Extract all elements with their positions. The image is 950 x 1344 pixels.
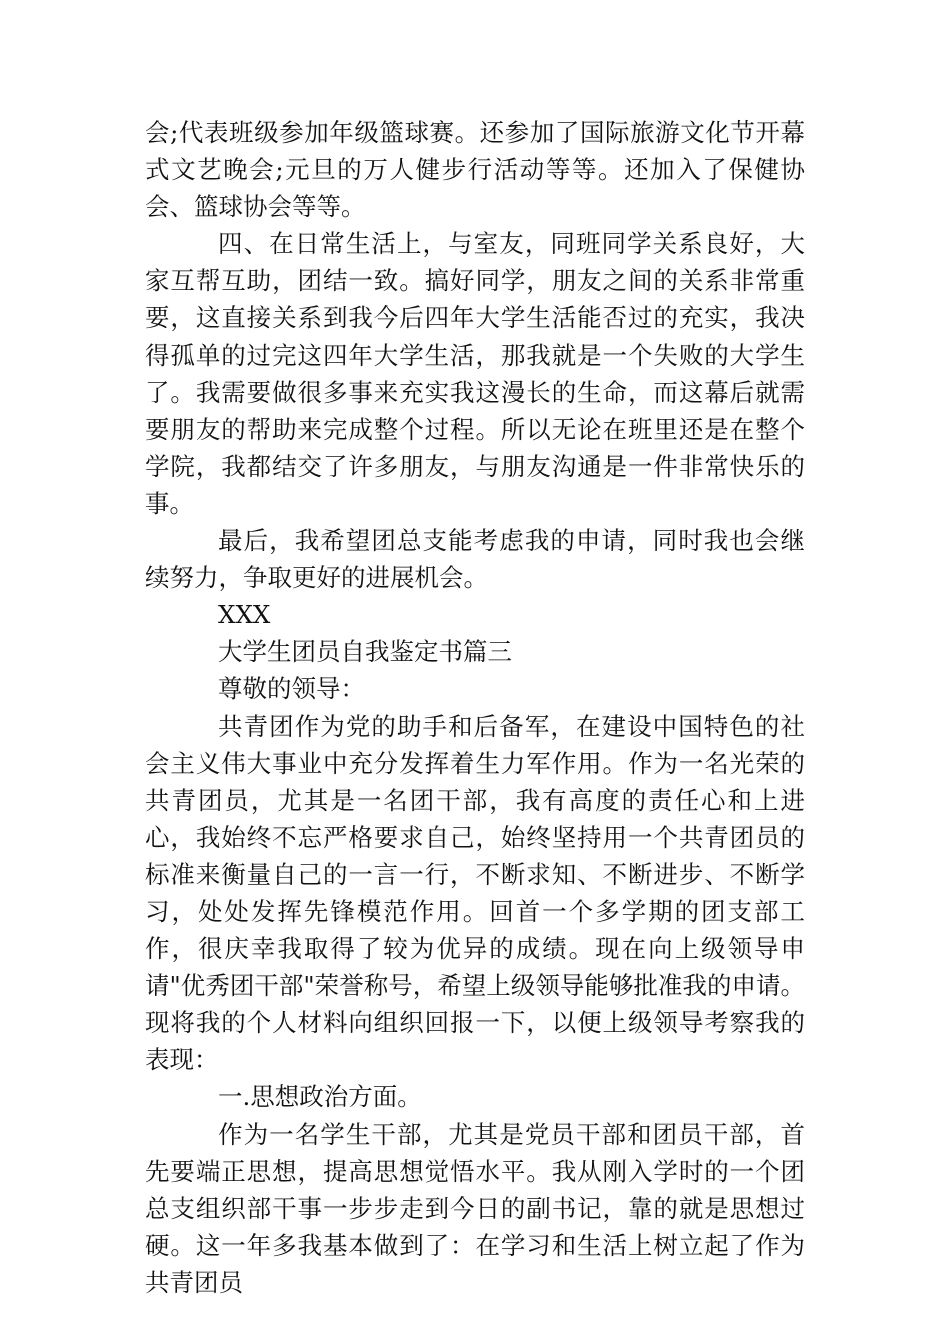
paragraph-daily-life: 四、在日常生活上，与室友，同班同学关系良好，大家互帮互助，团结一致。搞好同学，朋友之间的关系非常重要，这直接关系到我今后四年大学生活能否过的充实，我决得孤单的过完这四年大学生活，那我就是一个失败的大学生了。我需要做很多事来充实我这漫长的生命，而这幕后就需要朋友的帮助来完成整个过程。所以无论在班里还是在整个学院，我都结交了许多朋友，与朋友沟通是一件非常快乐的事。 <box>145 229 805 518</box>
signature-name: XXX <box>218 600 271 630</box>
paragraph-closing: 最后，我希望团总支能考虑我的申请，同时我也会继续努力，争取更好的进展机会。 <box>145 526 805 593</box>
paragraph-continuation: 会;代表班级参加年级篮球赛。还参加了国际旅游文化节开幕式文艺晚会;元旦的万人健步行活动等等。还加入了保健协会、篮球协会等等。 <box>145 118 805 222</box>
subheading-ideology: 一.思想政治方面。 <box>218 1082 422 1112</box>
paragraph-ideology: 作为一名学生干部，尤其是党员干部和团员干部，首先要端正思想，提高思想觉悟水平。我从刚入学时的一个团总支组织部干事一步步走到今日的副书记，靠的就是思想过硬。这一年多我基本做到了：在学习和生活上树立起了作为共青团员 <box>145 1119 805 1297</box>
salutation: 尊敬的领导： <box>218 674 365 704</box>
section-title: 大学生团员自我鉴定书篇三 <box>218 637 512 667</box>
document-page <box>145 114 805 1301</box>
paragraph-intro: 共青团作为党的助手和后备军，在建设中国特色的社会主义伟大事业中充分发挥着生力军作用。作为一名光荣的共青团员，尤其是一名团干部，我有高度的责任心和上进心，我始终不忘严格要求自己，始终坚持用一个共青团员的标准来衡量自己的一言一行，不断求知、不断进步、不断学习，处处发挥先锋模范作用。回首一个多学期的团支部工作，很庆幸我取得了较为优异的成绩。现在向上级领导申请"优秀团干部"荣誉称号，希望上级领导能够批准我的申请。现将我的个人材料向组织回报一下，以便上级领导考察我的表现： <box>145 711 805 1075</box>
